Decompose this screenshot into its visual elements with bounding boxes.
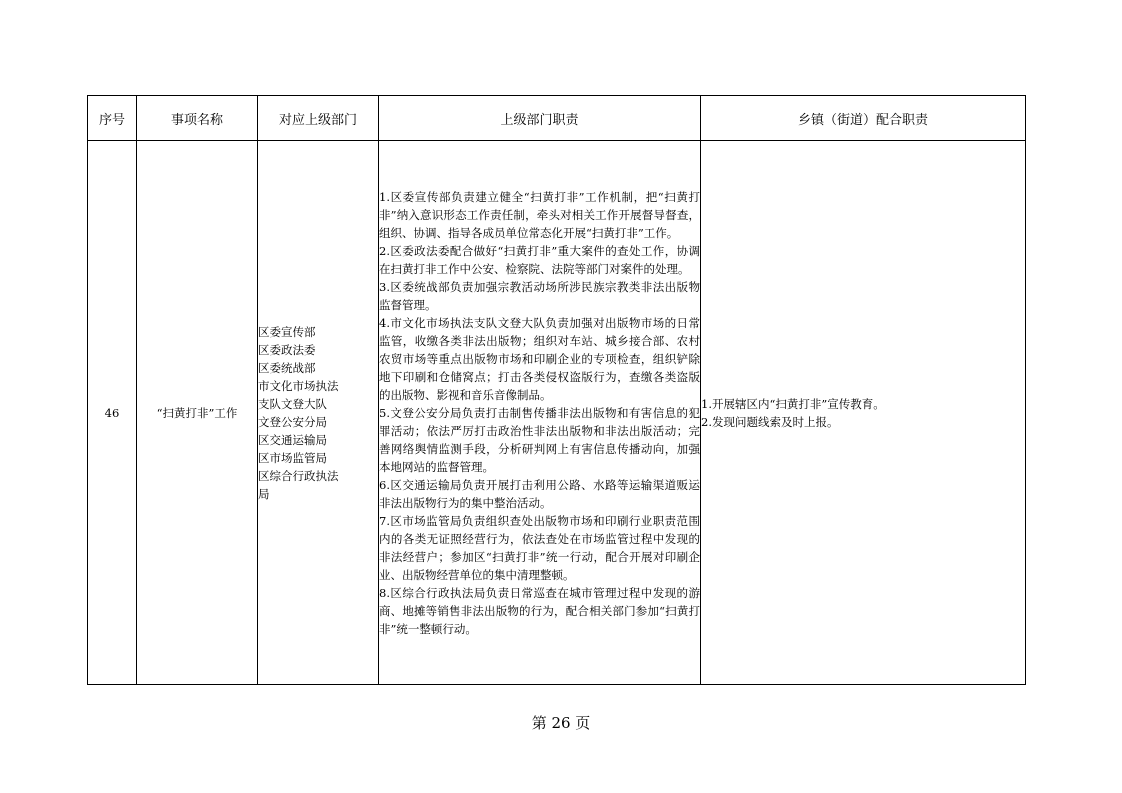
- cell-departments: [258, 141, 379, 685]
- cell-township-duties: [701, 141, 1026, 685]
- header-superior-duties: 上级部门职责: [379, 96, 701, 141]
- header-item-name: 事项名称: [137, 96, 258, 141]
- department-line: 区委政法委: [258, 342, 316, 357]
- cell-seq: 46: [88, 141, 137, 685]
- duty-item: 8.区综合行政执法局负责日常巡查在城市管理过程中发现的游商、地摊等销售非法出版物的行为，配合相关部门参加“扫黄打非”统一整顿行动。: [379, 585, 700, 636]
- department-line: 区委统战部: [258, 360, 316, 375]
- duty-item: 5.文登公安分局负责打击制售传播非法出版物和有害信息的犯罪活动；依法严厉打击政治性非法出版物和非法出版活动；完善网络舆情监测手段，分析研判网上有害信息传播动向，加强本地网站的监督管理。: [379, 405, 700, 474]
- duty-item: 4.市文化市场执法支队文登大队负责加强对出版物市场的日常监管，收缴各类非法出版物；组织对车站、城乡接合部、农村农贸市场等重点出版物市场和印刷企业的专项检查，组织铲除地下印刷和仓储窝点；打击各类侵权盗版行为，查缴各类盗版的出版物、影视和音乐音像制品。: [379, 315, 700, 402]
- table-row: [88, 141, 1026, 685]
- department-line: 市文化市场执法: [258, 378, 339, 393]
- duty-item: 6.区交通运输局负责开展打击利用公路、水路等运输渠道贩运非法出版物行为的集中整治活动。: [379, 477, 700, 510]
- department-line: 区市场监管局: [258, 450, 327, 465]
- responsibility-table: [87, 95, 1026, 685]
- page-number: 第 26 页: [531, 714, 591, 732]
- header-seq: 序号: [88, 96, 137, 141]
- duty-item: 7.区市场监管局负责组织查处出版物市场和印刷行业职责范围内的各类无证照经营行为，依法查处在市场监管过程中发现的非法经营户；参加区“扫黄打非”统一行动，配合开展对印刷企业、出版物经营单位的集中清理整顿。: [379, 513, 700, 582]
- header-superior-dept: 对应上级部门: [258, 96, 379, 141]
- department-line: 局: [258, 486, 270, 501]
- department-line: 区交通运输局: [258, 432, 327, 447]
- duty-item: 3.区委统战部负责加强宗教活动场所涉民族宗教类非法出版物监督管理。: [379, 279, 700, 312]
- table-header-row: [88, 96, 1026, 141]
- department-line: 区委宣传部: [258, 324, 316, 339]
- cooperation-item: 2.发现问题线索及时上报。: [701, 414, 839, 429]
- department-line: 支队文登大队: [258, 396, 327, 411]
- duty-item: 1.区委宣传部负责建立健全“扫黄打非”工作机制，把“扫黄打非”纳入意识形态工作责任制，牵头对相关工作开展督导督查，组织、协调、指导各成员单位常态化开展“扫黄打非”工作。: [379, 189, 700, 240]
- department-line: 文登公安分局: [258, 414, 327, 429]
- duty-item: 2.区委政法委配合做好“扫黄打非”重大案件的查处工作，协调在扫黄打非工作中公安、检察院、法院等部门对案件的处理。: [379, 243, 700, 276]
- cell-superior-duties: [379, 141, 701, 685]
- cooperation-item: 1.开展辖区内“扫黄打非”宣传教育。: [701, 396, 885, 411]
- header-township-duties: 乡镇（街道）配合职责: [701, 96, 1026, 141]
- cell-item-name: “扫黄打非”工作: [137, 141, 258, 685]
- department-line: 区综合行政执法: [258, 468, 339, 483]
